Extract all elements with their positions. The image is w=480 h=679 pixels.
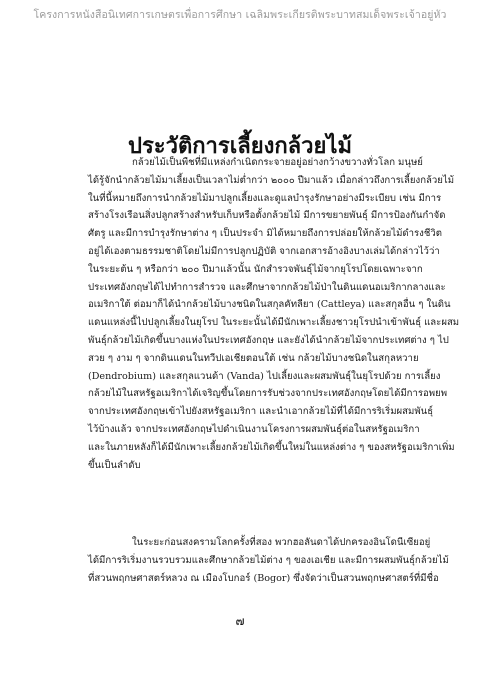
text-line: ได้มีการริเริ่มงานรวบรวมและศึกษากล้วยไม้ต่าง ๆ ของเอเชีย และมีการผสมพันธุ์กล้วยไม้ xyxy=(88,554,449,566)
text-line: กล้วยไม้เป็นพืชที่มีแหล่งกำเนิดกระจายอยู่อย่างกว้างขวางทั่วโลก มนุษย์ xyxy=(132,157,423,168)
text-line: สร้างโรงเรือนสิ่งปลูกสร้างสำหรับเก็บหรือตั้งกล้วยไม้ มีการขยายพันธุ์ มีการป้องกันกำจัด xyxy=(88,210,446,222)
page-title: ประวัติการเลี้ยงกล้วยไม้ xyxy=(128,133,352,159)
text-line: ขึ้นเป็นลำดับ xyxy=(88,459,141,471)
text-line: ในระยะต้น ๆ หรือกว่า ๒๐๐ ปีมาแล้วนั้น นักสำรวจพันธุ์ไม้จากยุโรปโดยเฉพาะจาก xyxy=(88,263,423,275)
page-number: ๗ xyxy=(235,614,245,628)
text-line: ศัตรู และมีการบำรุงรักษาต่าง ๆ เป็นประจำ มิได้หมายถึงการปล่อยให้กล้วยไม้ดำรงชีวิต xyxy=(88,228,442,240)
running-header: โครงการหนังสือนิเทศการเกษตรเพื่อการศึกษา เฉลิมพระเกียรติพระบาทสมเด็จพระเจ้าอยู่หัว xyxy=(33,9,447,21)
text-line: ที่สวนพฤกษศาสตร์หลวง ณ เมืองโบกอร์ (Bogor) ซึ่งจัดว่าเป็นสวนพฤกษศาสตร์ที่มีชื่อ xyxy=(88,572,439,584)
text-line: ประเทศอังกฤษได้ไปทำการสำรวจ และศึกษาจากกล้วยไม้ป่าในดินแดนอเมริกากลางและ xyxy=(88,281,446,293)
text-line: อยู่ได้เองตามธรรมชาติโดยไม่มีการปลูกปฏิบัติ จากเอกสารอ้างอิงบางเล่มได้กล่าวไว้ว่า xyxy=(88,245,440,257)
text-line: จากประเทศอังกฤษเข้าไปยังสหรัฐอเมริกา และนำเอากล้วยไม้ที่ได้มีการริเริ่มผสมพันธุ์ xyxy=(88,406,434,418)
text-line: ในที่นี้หมายถึงการนำกล้วยไม้มาปลูกเลี้ยงและดูแลบำรุงรักษาอย่างมีระเบียบ เช่น มีการ xyxy=(88,192,442,204)
paragraph-2 xyxy=(88,534,449,587)
paragraph-1 xyxy=(88,154,460,474)
text-line: อเมริกาใต้ ต่อมาก็ได้นำกล้วยไม้บางชนิดในสกุลคัทลียา (Cattleya) และสกุลอื่น ๆ ในดิน xyxy=(88,299,451,311)
text-line: สวย ๆ งาม ๆ จากดินแดนในทวีปเอเชียตอนใต้ เช่น กล้วยไม้บางชนิดในสกุลหวาย xyxy=(88,352,419,364)
text-line: (Dendrobium) และสกุลแวนด้า (Vanda) ไปเลี้ยงและผสมพันธุ์ในยุโรปด้วย การเลี้ยง xyxy=(88,370,441,382)
text-line: ได้รู้จักนำกล้วยไม้มาเลี้ยงเป็นเวลาไม่ต่ำกว่า ๒๐๐๐ ปีมาแล้ว เมื่อกล่าวถึงการเลี้ยงกล้วยไม้ xyxy=(88,174,455,186)
text-line: ในระยะก่อนสงครามโลกครั้งที่สอง พวกฮอลันดาได้ปกครองอินโดนีเซียอยู่ xyxy=(132,537,431,548)
text-line: กล้วยไม้ในสหรัฐอเมริกาได้เจริญขึ้นโดยการรับช่วงจากประเทศอังกฤษโดยได้มีการอพยพ xyxy=(88,388,448,400)
text-line: พันธุ์กล้วยไม้เกิดขึ้นบางแห่งในประเทศอังกฤษ และยังได้นำกล้วยไม้จากประเทศต่าง ๆ ไป xyxy=(88,334,449,346)
text-line: ไว้บ้างแล้ว จากประเทศอังกฤษไปดำเนินงานโครงการผสมพันธุ์ต่อในสหรัฐอเมริกา xyxy=(88,423,420,435)
text-line: และในภายหลังก็ได้มีนักเพาะเลี้ยงกล้วยไม้เกิดขึ้นใหม่ในแหล่งต่าง ๆ ของสหรัฐอเมริกาเพิ่ม xyxy=(88,441,455,453)
text-line: แดนแหล่งนี้ไปปลูกเลี้ยงในยุโรป ในระยะนั้นได้มีนักเพาะเลี้ยงชาวยุโรปนำเข้าพันธุ์ และผสม xyxy=(88,317,460,329)
